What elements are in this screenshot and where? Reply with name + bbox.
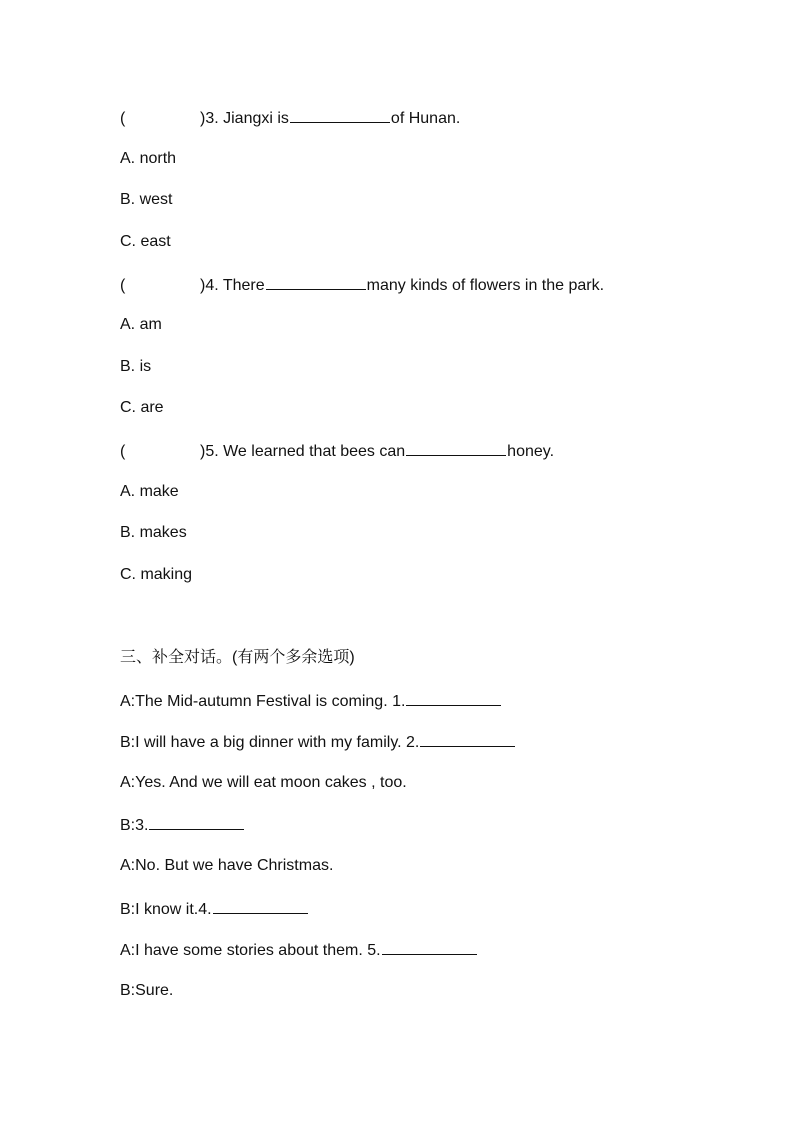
dialogue-text: A:I have some stories about them. 5. xyxy=(120,942,381,959)
question-text: )3. Jiangxi is xyxy=(200,110,289,127)
dialogue-line-3 xyxy=(120,773,407,793)
answer-bracket: ( xyxy=(120,277,126,294)
dialogue-text: B:3. xyxy=(120,817,149,834)
question-text: )5. We learned that bees can xyxy=(200,443,406,460)
question-5 xyxy=(120,440,554,462)
dialogue-text: A:The Mid-autumn Festival is coming. 1. xyxy=(120,693,406,710)
question-3 xyxy=(120,107,460,129)
dialogue-line-8 xyxy=(120,981,173,1001)
question-text-end: honey. xyxy=(507,443,555,460)
section-heading: 三、补全对话。(有两个多余选项) xyxy=(120,649,355,666)
dialogue-blank xyxy=(213,898,308,914)
dialogue-blank xyxy=(149,814,244,830)
answer-blank xyxy=(266,274,366,290)
dialogue-text: A:No. But we have Christmas. xyxy=(120,857,334,874)
question-text-end: many kinds of flowers in the park. xyxy=(366,277,605,294)
dialogue-line-5 xyxy=(120,856,333,876)
answer-blank xyxy=(406,440,506,456)
option-c: C. east xyxy=(120,233,171,250)
dialogue-line-4 xyxy=(120,814,244,836)
option-b: B. makes xyxy=(120,524,187,541)
dialogue-line-1 xyxy=(120,690,501,712)
dialogue-blank xyxy=(406,690,501,706)
dialogue-blank xyxy=(382,939,477,955)
answer-bracket: ( xyxy=(120,443,126,460)
answer-bracket: ( xyxy=(120,110,126,127)
dialogue-blank xyxy=(420,731,515,747)
option-c: C. making xyxy=(120,566,193,583)
dialogue-text: B:Sure. xyxy=(120,982,174,999)
dialogue-text: A:Yes. And we will eat moon cakes , too. xyxy=(120,774,407,791)
option-c: C. are xyxy=(120,399,164,416)
question-text-end: of Hunan. xyxy=(390,110,461,127)
dialogue-line-2 xyxy=(120,731,515,753)
option-a: A. make xyxy=(120,483,179,500)
dialogue-text: B:I will have a big dinner with my family. 2. xyxy=(120,734,420,751)
option-b: B. west xyxy=(120,191,173,208)
option-a: A. north xyxy=(120,150,177,167)
question-text: )4. There xyxy=(200,277,265,294)
dialogue-line-6 xyxy=(120,898,308,920)
dialogue-text: B:I know it.4. xyxy=(120,901,212,918)
option-a: A. am xyxy=(120,316,162,333)
option-b: B. is xyxy=(120,358,152,375)
question-4 xyxy=(120,274,604,296)
answer-blank xyxy=(290,107,390,123)
dialogue-line-7 xyxy=(120,939,477,961)
